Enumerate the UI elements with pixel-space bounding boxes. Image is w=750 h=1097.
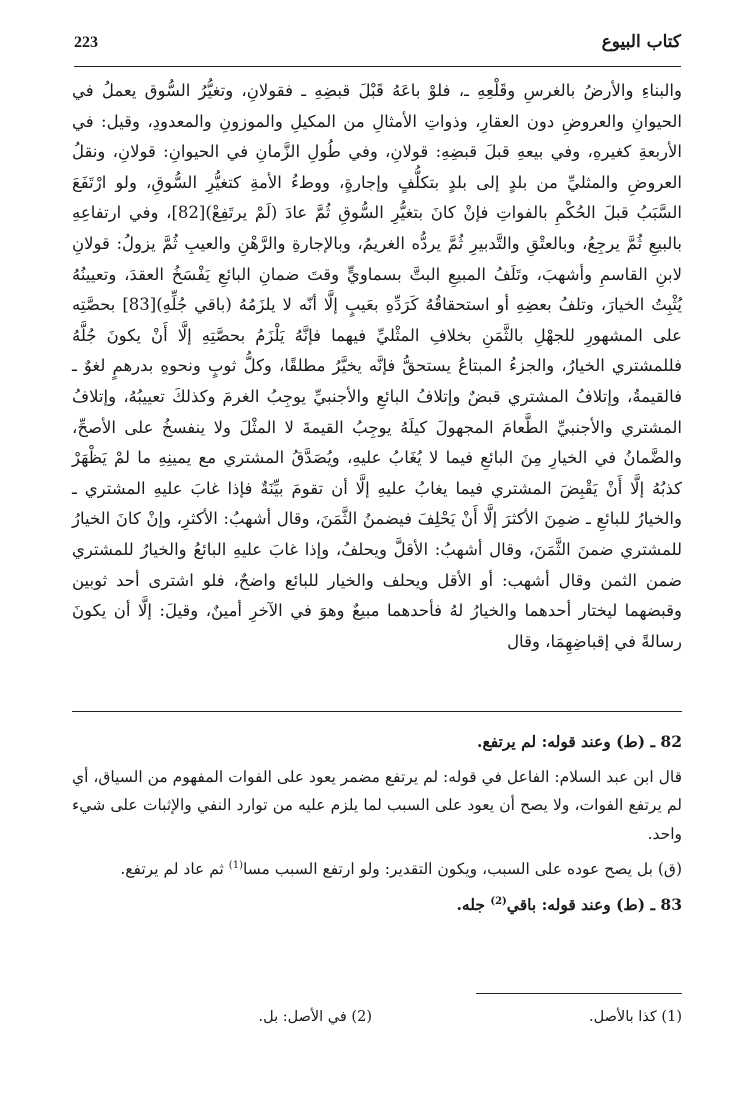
note-82-heading-quote: لم يرتفع. [477,732,537,751]
page-header [74,32,681,67]
page-number: 223 [74,34,98,51]
note-83-heading-prefix: 83 ـ (ط) وعند قوله: [541,894,682,914]
main-paragraph: والبناءِ والأرضُ بالغرسِ وقَلْعِهِ ـ، فلوْ باعَهُ قَبْلَ قبضِهِ ـ فقولانِ، وتغيُّرُ السُّوق يعملُ في الحيوانِ والعروضِ دون العقارِ، وذواتِ الأمثالِ من المكيلِ والموزونِ والمعدودِ، وقيل: في الأربعةِ كغيرهِ، وفي بيعهِ قبلَ قبضِهِ: قولانِ، وفي طُولِ الزَّمانِ في الحيوانِ: قولانِ، ونقلُ العروضِ والمثليِّ من بلدٍ إلى بلدٍ بتكلُّفٍ وإجارةٍ، ووطءُ الأمةِ كتغيُّرِ السُّوقِ، ولو ارْتَفَعَ السَّبَبُ قبلَ الحُكْمِ بالفواتِ فإنْ كانَ بتغيُّرِ السُّوقِ ثُمَّ عادَ (لَمْ يرتَفِعْ)[82]، وفي ارتفاعِهِ بالبيعِ ثُمَّ يرجِعُ، وبالعتْقِ والتَّدبيرِ ثُمَّ يردُّه الغريمُ، وبالإجارةِ والرَّهْنِ والعيبِ ثُمَّ يزولُ: قولانِ لابنِ القاسمِ وأشهبَ، وتَلَفُ المبيعِ البتَّ بسماويٍّ وقتَ ضمانِ البائعِ يَفْسَخُ العقدَ، وتعيينُهُ يُثْبِتُ الخيارَ، وتلفُ بعضِهِ أو استحقاقُهُ كَرَدِّهِ بعَيبٍ إلَّا أنّه لا يلزَمُهُ (باقي جُلِّهِ)[83] بحصَّتِه على المشهورِ للجهْلِ بالثَّمَنِ بخلافِ المثْليِّ فيهما فإنَّهُ يَلْزَمُ بحصَّتِهِ إلَّا أَنْ يكونَ جُلَّهُ فللمشتري الخيارُ، والجزءُ المبتاعُ يستحقُّ فإنَّه يخيَّرُ مطلقًا، وكلُّ ثوبٍ ونحوهِ بدرهمٍ لغوٌ ـ فالقيمةُ، وإتلافُ المشتري قبضٌ وإتلافُ البائعِ والأجنبيِّ يوجِبُ الغرمَ وكذلكَ تعييبُهُ، وإتلافُ المشتري والأجنبيِّ الطَّعامَ المجهولَ كيلَهُ يوجِبُ القيمةَ لا المثْلَ ولا ينفسخُ على الأصحِّ، والضَّمانُ في الخيارِ مِنَ البائعِ فيما لا يُغَابُ عليهِ، ويُصَدَّقُ المشتري مع يمينِهِ ما لمْ يَظْهَرْ كذبُهُ إلَّا أَنْ يَقْبِضَ المشتري فيما يغابُ عليهِ إلَّا أن تقومَ بيِّنَةٌ فإذا غابَ عليهِ المشتري ـ والخيارُ للبائعِ ـ ضمِنَ الأكثرَ إلَّا أَنْ يَحْلِفَ فيضمنُ الثَّمَنَ، وقال أشهبُ: الأكثرِ، وإنْ كانَ الخيارُ للمشتري ضمنَ الثَّمَنَ، وقال أشهبُ: الأقلَّ ويحلفُ، وإذا غابَ عليهِ البائعُ والخيارُ للمشتري ضمن الثمن وقال أشهب: أو الأقل ويحلف والخيار للبائع واضحٌ، فلو اشترى أحد ثوبين وقبضهما ليختار أحدهما والخيارُ لهُ فأحدهما مبيعٌ وهوَ في الآخرِ أمينٌ، وقيلَ: إلَّا أن يكونَ رسالةً في إقباضِهِمَا، وقال [72,81,683,651]
note-83-heading-word: باقي [506,894,537,914]
footnote-marker-1[interactable]: (1) [228,860,243,871]
note-83-heading-end: جله. [456,894,485,914]
footnote-separator-line [476,993,682,994]
running-title: كتاب البيوع [601,32,681,52]
note-83-heading [72,888,682,920]
footnote-marker-2[interactable]: (2) [490,895,507,907]
note-82-q-comment [72,852,682,884]
commentary-notes [72,724,682,925]
note-82-q-after: ثم عاد لم يرتفع. [120,860,229,879]
note-82-heading-prefix: 82 ـ (ط) وعند قوله: [541,732,682,751]
text-separator-line [72,711,682,712]
note-82-q-before: (ق) بل يصح عوده على السبب، ويكون التقدير: ولو ارتفع السبب مسا [242,860,682,879]
footnote-1: (1) كذا بالأصل. [589,1009,682,1025]
footnote-2: (2) في الأصل: بل. [258,1009,372,1025]
main-text-block [72,76,682,657]
note-82-heading [72,728,682,757]
note-82-body: قال ابن عبد السلام: الفاعل في قوله: لم يرتفع مضمر يعود على الفوات المفهوم من السياق، أي لم يرتفع الفوات، ولا يصح أن يعود على السبب لما يلزم عليه من توارد النفي والإثبات على شيء واحد. [72,767,682,843]
